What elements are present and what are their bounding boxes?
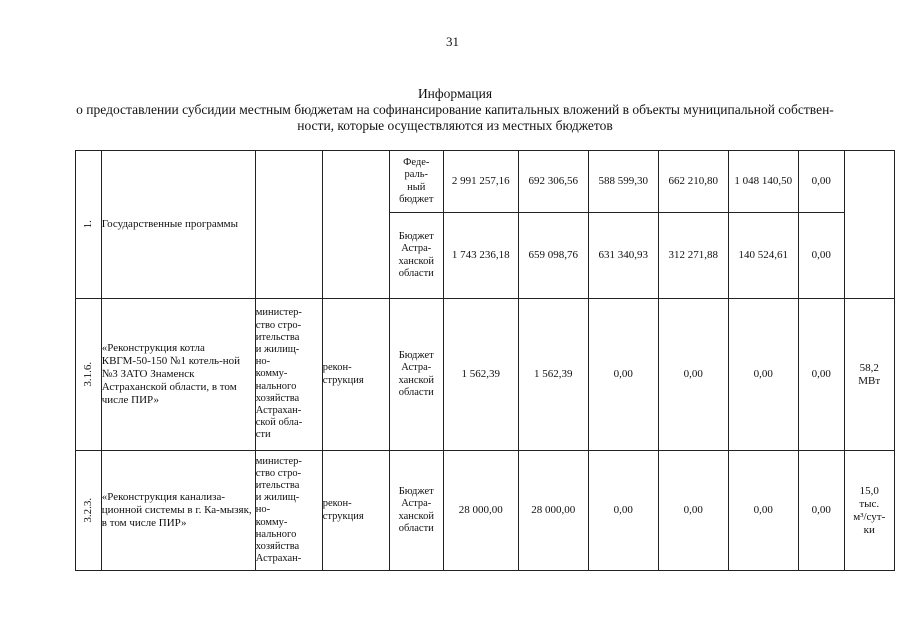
value-cell: 28 000,00 bbox=[518, 451, 588, 571]
table-row bbox=[76, 151, 895, 213]
value-cell: 631 340,93 bbox=[588, 213, 658, 299]
row-number: 3.1.6. bbox=[82, 361, 95, 387]
capacity-cell: 58,2 МВт bbox=[844, 299, 894, 451]
responsible-body: министер- ство стро- ительства и жилищ- но- комму- нального хозяйства Астрахан- ской обла- сти bbox=[255, 299, 322, 451]
value-cell: 0,00 bbox=[798, 151, 844, 213]
subsidy-table bbox=[75, 150, 895, 571]
heading-line-1: Информация bbox=[417, 86, 493, 101]
funding-source: Бюджет Астра- ханской области bbox=[389, 451, 443, 571]
value-cell: 692 306,56 bbox=[518, 151, 588, 213]
value-cell: 2 991 257,16 bbox=[443, 151, 518, 213]
value-cell: 0,00 bbox=[728, 451, 798, 571]
work-type: рекон- струкция bbox=[322, 299, 389, 451]
object-name: Государственные программы bbox=[101, 151, 255, 299]
funding-source: Бюджет Астра- ханской области bbox=[389, 299, 443, 451]
row-number: 3.2.3. bbox=[82, 497, 95, 523]
value-cell: 28 000,00 bbox=[443, 451, 518, 571]
heading-line-2: о предоставлении субсидии местным бюджетам на софинансирование капитальных вложений в объекты муниципальной собствен- bbox=[76, 102, 834, 117]
document-heading bbox=[60, 86, 850, 134]
row-number-cell bbox=[76, 151, 102, 299]
value-cell: 1 562,39 bbox=[443, 299, 518, 451]
responsible-body: министер- ство стро- ительства и жилищ- но- комму- нального хозяйства Астрахан- bbox=[255, 451, 322, 571]
value-cell: 1 048 140,50 bbox=[728, 151, 798, 213]
value-cell: 1 743 236,18 bbox=[443, 213, 518, 299]
object-name: «Реконструкция котла КВГМ-50-150 №1 котель-ной №3 ЗАТО Знаменск Астраханской области, в том числе ПИР» bbox=[101, 299, 255, 451]
empty-cell bbox=[844, 151, 894, 299]
heading-line-3: ности, которые осуществляются из местных бюджетов bbox=[297, 118, 613, 133]
funding-source: Бюджет Астра- ханской области bbox=[389, 213, 443, 299]
funding-source: Феде- раль- ный бюджет bbox=[389, 151, 443, 213]
value-cell: 0,00 bbox=[728, 299, 798, 451]
empty-cell bbox=[322, 151, 389, 299]
value-cell: 0,00 bbox=[658, 451, 728, 571]
row-number: 1. bbox=[82, 219, 95, 229]
empty-cell bbox=[255, 151, 322, 299]
row-number-cell bbox=[76, 299, 102, 451]
work-type: рекон- струкция bbox=[322, 451, 389, 571]
value-cell: 659 098,76 bbox=[518, 213, 588, 299]
value-cell: 0,00 bbox=[588, 451, 658, 571]
value-cell: 312 271,88 bbox=[658, 213, 728, 299]
value-cell: 140 524,61 bbox=[728, 213, 798, 299]
value-cell: 0,00 bbox=[798, 451, 844, 571]
value-cell: 1 562,39 bbox=[518, 299, 588, 451]
value-cell: 588 599,30 bbox=[588, 151, 658, 213]
value-cell: 0,00 bbox=[798, 213, 844, 299]
object-name: «Реконструкция канализа-ционной системы в г. Ка-мызяк, в том числе ПИР» bbox=[101, 451, 255, 571]
page-number: 31 bbox=[446, 34, 459, 49]
table-row bbox=[76, 299, 895, 451]
value-cell: 662 210,80 bbox=[658, 151, 728, 213]
capacity-cell: 15,0 тыс. м³/сут- ки bbox=[844, 451, 894, 571]
table-row bbox=[76, 451, 895, 571]
value-cell: 0,00 bbox=[798, 299, 844, 451]
value-cell: 0,00 bbox=[588, 299, 658, 451]
row-number-cell bbox=[76, 451, 102, 571]
value-cell: 0,00 bbox=[658, 299, 728, 451]
